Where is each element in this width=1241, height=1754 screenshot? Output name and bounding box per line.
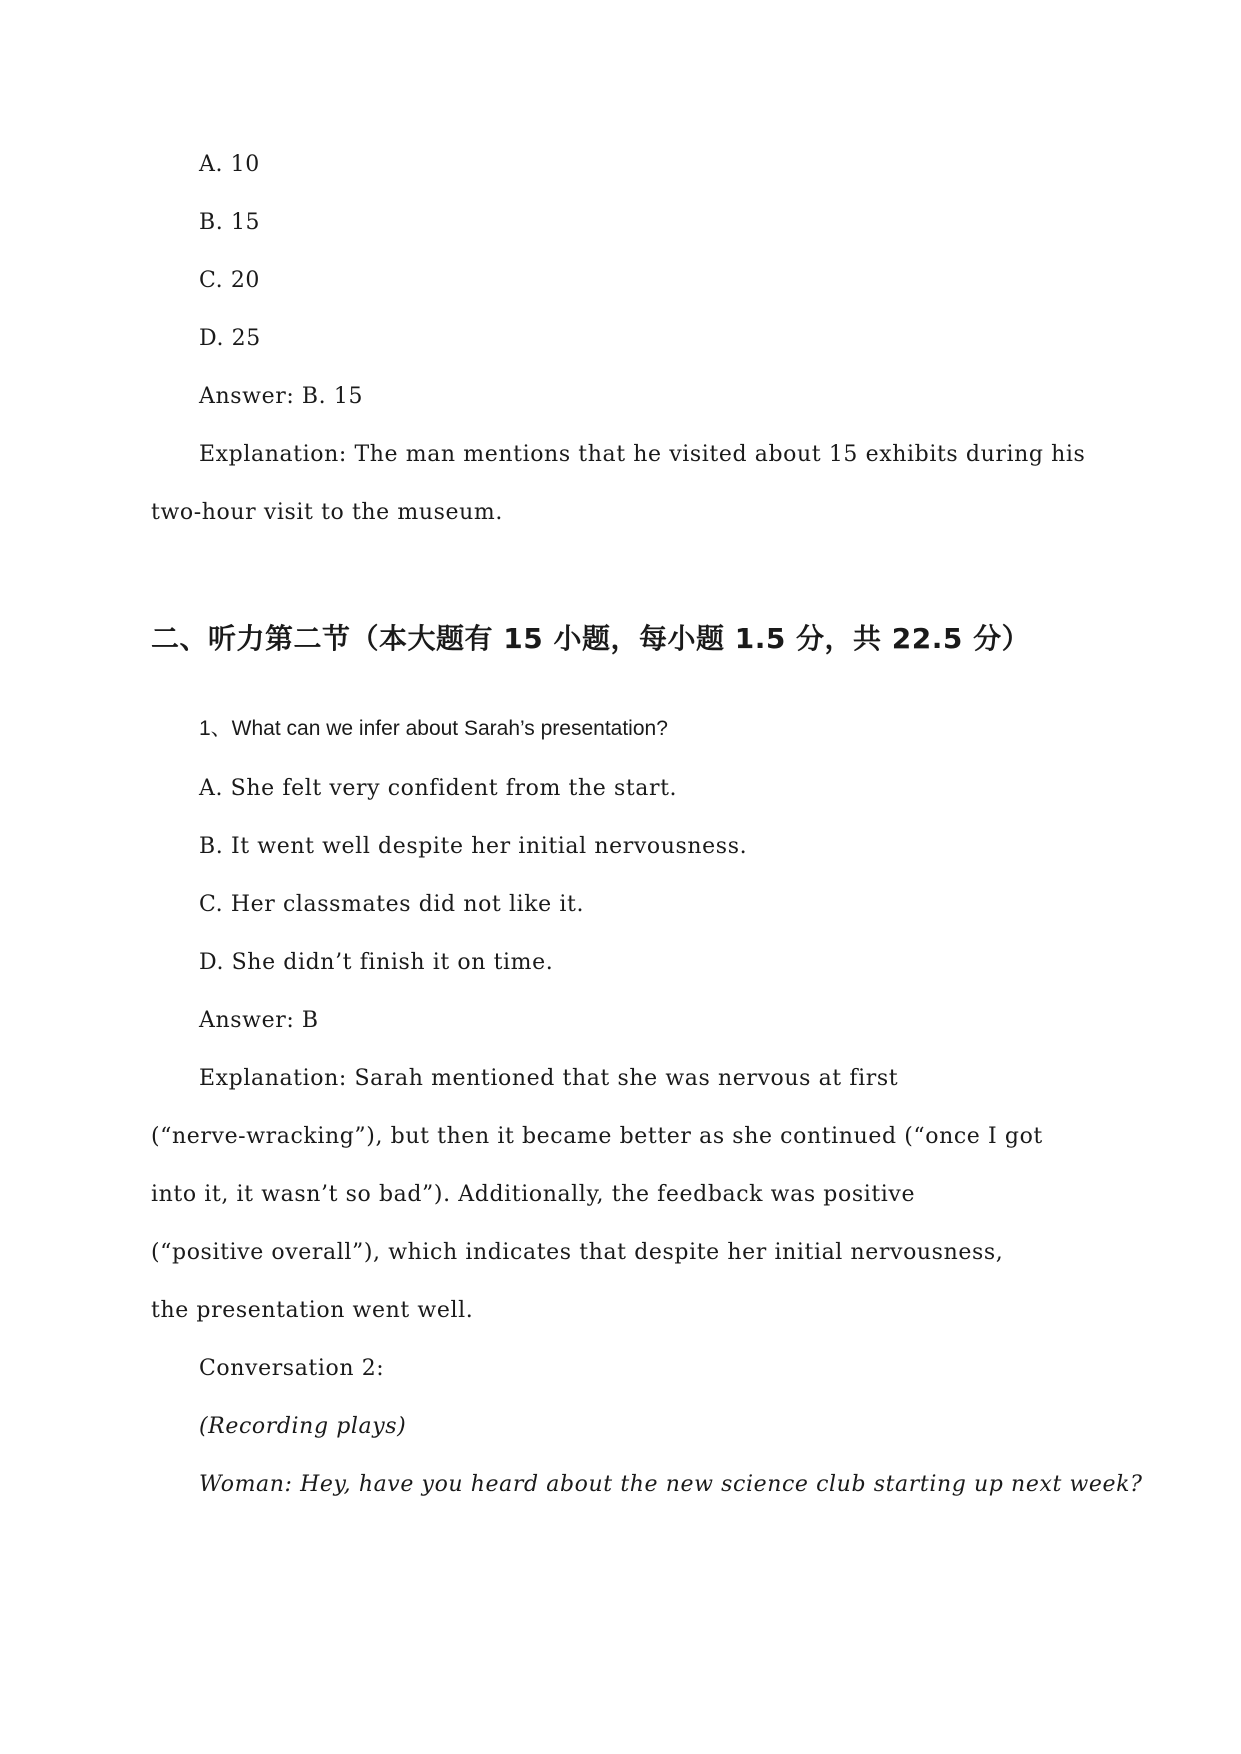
explanation-line: Explanation: Sarah mentioned that she was nervous at first (199, 1066, 899, 1091)
explanation-line: (“nerve-wracking”), but then it became better as she continued (“once I got (151, 1124, 1043, 1149)
explanation-line: (“positive overall”), which indicates that despite her initial nervousness, (151, 1240, 1004, 1265)
explanation-line: into it, it wasn’t so bad”). Additionally, the feedback was positive (151, 1182, 916, 1207)
option-b: B. 15 (199, 210, 261, 235)
section-heading: 二、听力第二节（本大题有 15 小题，每小题 1.5 分，共 22.5 分） (151, 622, 1031, 655)
answer-text: Answer: B (199, 1008, 319, 1033)
explanation-line: the presentation went well. (151, 1298, 474, 1323)
conversation-title: Conversation 2: (199, 1356, 385, 1381)
dialogue-line: Woman: Hey, have you heard about the new science club starting up next week? (199, 1472, 1143, 1497)
option-c: C. 20 (199, 268, 261, 293)
recording-note: (Recording plays) (199, 1414, 407, 1439)
option-d: D. She didn’t finish it on time. (199, 950, 554, 975)
option-a: A. She felt very confident from the start. (199, 776, 678, 801)
option-c: C. Her classmates did not like it. (199, 892, 585, 917)
answer-text: Answer: B. 15 (199, 384, 364, 409)
option-b: B. It went well despite her initial nervousness. (199, 834, 748, 859)
explanation-line: two-hour visit to the museum. (151, 500, 503, 525)
option-a: A. 10 (199, 152, 260, 177)
explanation-line: Explanation: The man mentions that he visited about 15 exhibits during his (199, 442, 1086, 467)
option-d: D. 25 (199, 326, 261, 351)
question-stem: 1、What can we infer about Sarah’s presentation? (199, 717, 668, 740)
